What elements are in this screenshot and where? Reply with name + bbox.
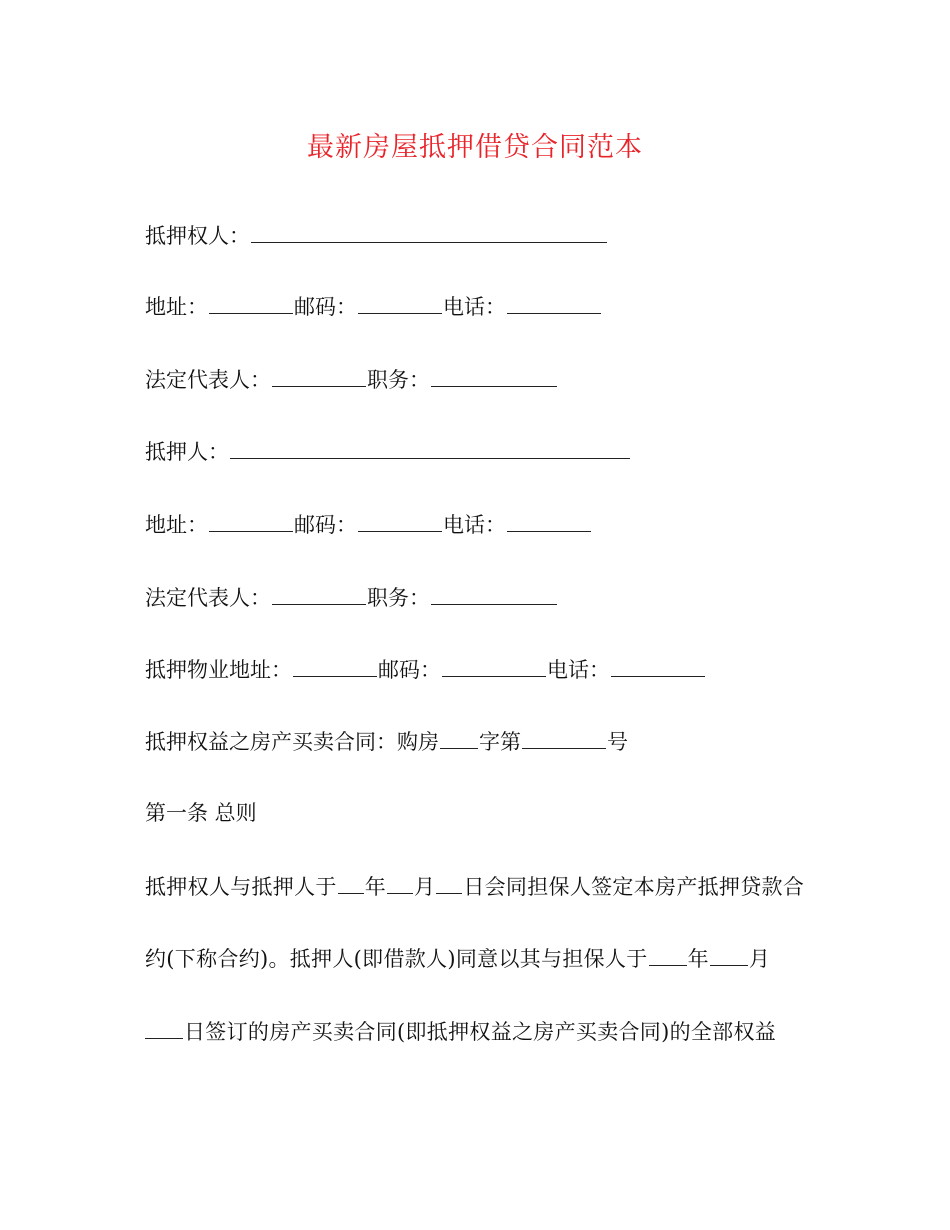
phone-blank[interactable] bbox=[611, 656, 705, 677]
address-label: 地址： bbox=[145, 513, 208, 537]
postcode-label: 邮码： bbox=[294, 295, 357, 319]
postcode-blank[interactable] bbox=[442, 656, 546, 677]
month-blank[interactable] bbox=[387, 873, 413, 894]
day-blank[interactable] bbox=[436, 873, 462, 894]
legal-rep-label: 法定代表人： bbox=[145, 368, 271, 392]
paragraph-line bbox=[145, 1017, 776, 1047]
year-blank[interactable] bbox=[649, 945, 687, 966]
property-address-blank[interactable] bbox=[293, 656, 377, 677]
para-text: 年 bbox=[687, 947, 709, 971]
legal-rep-blank[interactable] bbox=[272, 584, 366, 605]
para-text: 约(下称合约)。抵押人(即借款人)同意以其与担保人于 bbox=[145, 947, 648, 971]
contract-prefix: 抵押权益之房产买卖合同：购房 bbox=[145, 730, 439, 754]
postcode-label: 邮码： bbox=[378, 658, 441, 682]
year-blank[interactable] bbox=[338, 873, 364, 894]
contract-word-blank[interactable] bbox=[440, 728, 478, 749]
property-line bbox=[145, 655, 706, 685]
property-address-label: 抵押物业地址： bbox=[145, 658, 292, 682]
para-text: 日签订的房产买卖合同(即抵押权益之房产买卖合同)的全部权益 bbox=[184, 1020, 777, 1044]
postcode-blank[interactable] bbox=[358, 511, 442, 532]
mortgagee-rep-line bbox=[145, 365, 558, 395]
paragraph-line bbox=[145, 872, 804, 902]
legal-rep-blank[interactable] bbox=[272, 366, 366, 387]
mortgagor-label: 抵押人： bbox=[145, 440, 229, 464]
mortgagor-blank[interactable] bbox=[230, 438, 630, 459]
contract-line bbox=[145, 727, 628, 757]
para-text: 月 bbox=[748, 947, 771, 971]
address-blank[interactable] bbox=[209, 511, 293, 532]
para-text: 日会同担保人签定本房产抵押贷款合 bbox=[463, 875, 805, 899]
mortgagor-rep-line bbox=[145, 583, 558, 613]
legal-rep-label: 法定代表人： bbox=[145, 586, 271, 610]
mortgagee-contact-line bbox=[145, 292, 602, 322]
address-label: 地址： bbox=[145, 295, 208, 319]
day-blank[interactable] bbox=[145, 1018, 183, 1039]
position-label: 职务： bbox=[367, 368, 430, 392]
postcode-blank[interactable] bbox=[358, 293, 442, 314]
contract-word: 字第 bbox=[479, 730, 521, 754]
mortgagor-line bbox=[145, 437, 631, 467]
para-text: 抵押权人与抵押人于 bbox=[145, 875, 337, 899]
position-blank[interactable] bbox=[431, 366, 557, 387]
para-text: 月 bbox=[414, 875, 436, 899]
mortgagee-label: 抵押权人： bbox=[145, 224, 250, 248]
mortgagor-contact-line bbox=[145, 510, 592, 540]
para-text: 年 bbox=[364, 875, 387, 899]
postcode-label: 邮码： bbox=[294, 513, 357, 537]
contract-suffix: 号 bbox=[607, 730, 628, 754]
mortgagee-blank[interactable] bbox=[251, 222, 607, 243]
contract-number-blank[interactable] bbox=[522, 728, 606, 749]
position-blank[interactable] bbox=[431, 584, 557, 605]
section-1-heading: 第一条 总则 bbox=[145, 801, 257, 825]
phone-blank[interactable] bbox=[507, 293, 601, 314]
address-blank[interactable] bbox=[209, 293, 293, 314]
position-label: 职务： bbox=[367, 586, 430, 610]
mortgagee-line bbox=[145, 221, 608, 251]
month-blank[interactable] bbox=[710, 945, 748, 966]
document-title: 最新房屋抵押借贷合同范本 bbox=[307, 132, 643, 163]
phone-label: 电话： bbox=[547, 658, 610, 682]
paragraph-line bbox=[145, 944, 770, 974]
phone-blank[interactable] bbox=[507, 511, 591, 532]
phone-label: 电话： bbox=[443, 513, 506, 537]
phone-label: 电话： bbox=[443, 295, 506, 319]
